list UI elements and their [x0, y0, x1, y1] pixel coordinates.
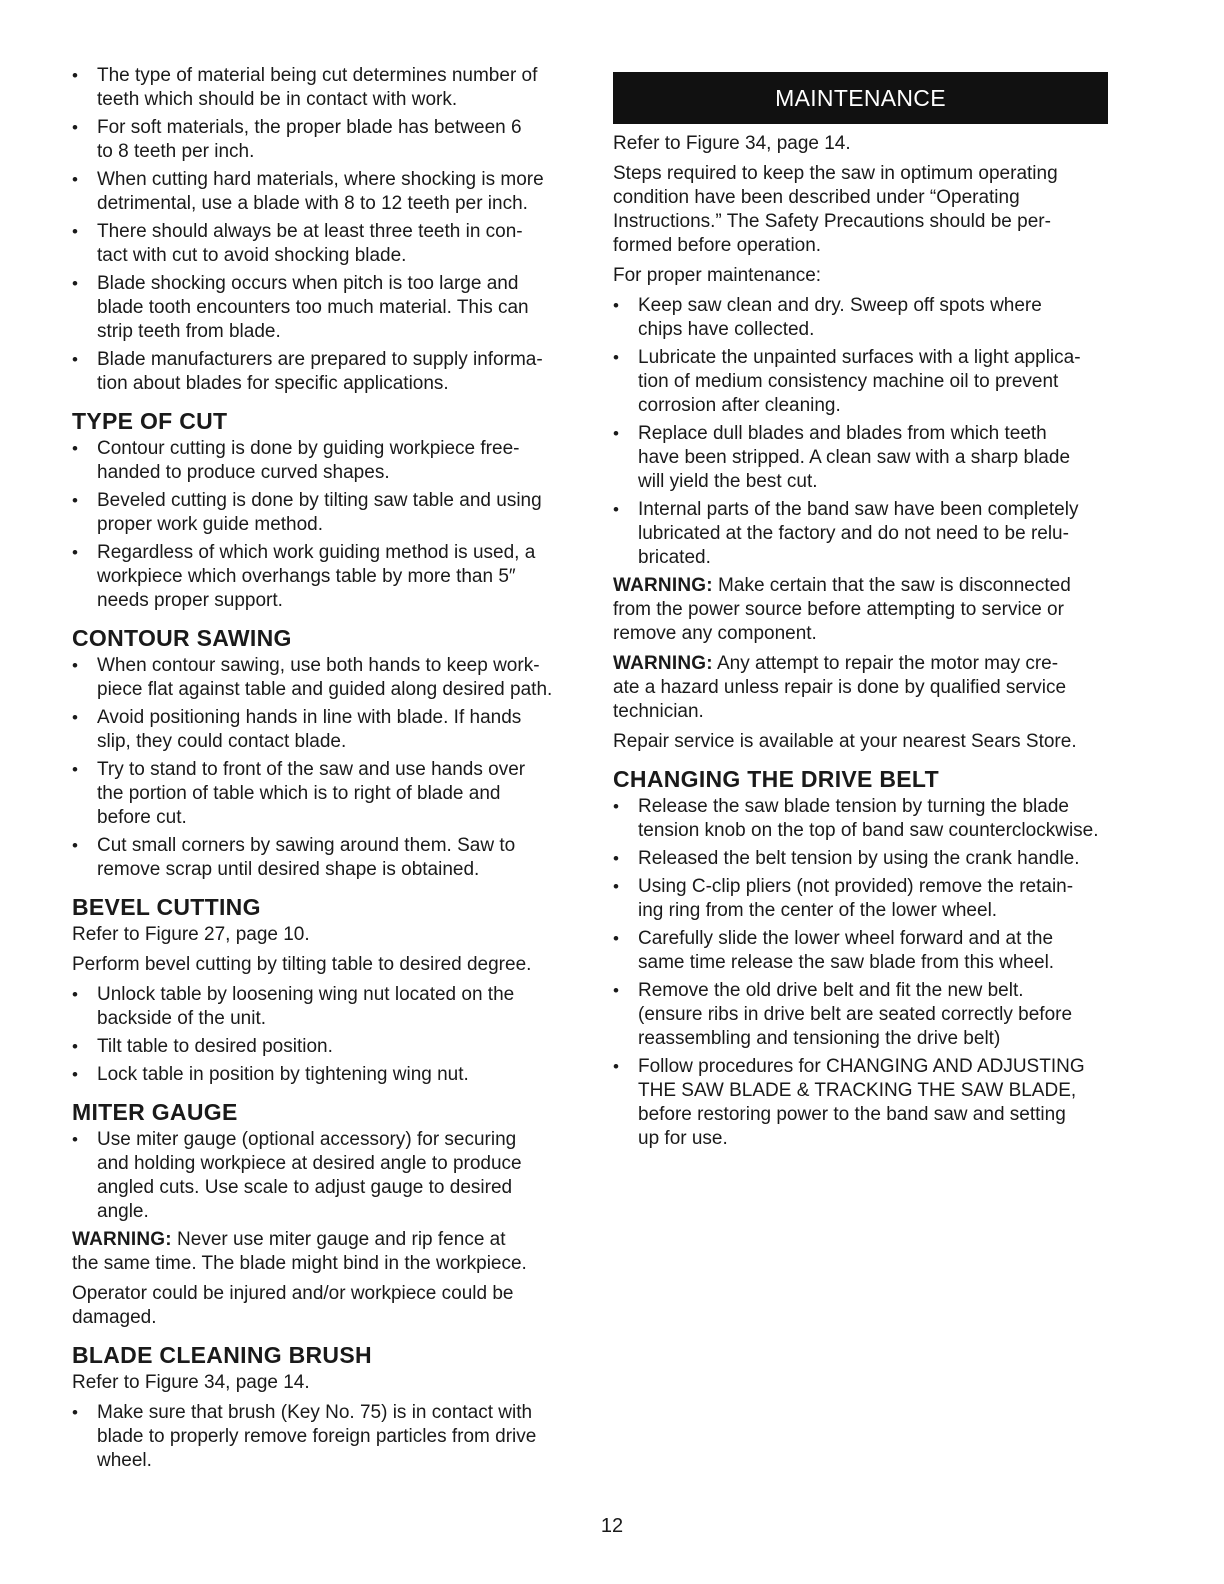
list-item: • For soft materials, the proper blade has between 6 to 8 teeth per inch. [72, 116, 568, 164]
maintenance-list [613, 294, 1108, 570]
bevel-cutting-list [72, 983, 568, 1087]
list-item: • Lock table in position by tightening wing nut. [72, 1063, 568, 1087]
list-item: • Tilt table to desired position. [72, 1035, 568, 1059]
miter-gauge-heading: MITER GAUGE [72, 1099, 238, 1125]
type-of-cut-list [72, 437, 568, 613]
miter-gauge-list [72, 1128, 568, 1224]
blade-cleaning-brush-list [72, 1401, 568, 1473]
list-item: • Replace dull blades and blades from which teeth have been stripped. A clean saw with a sharp blade will yield the best cut. [613, 422, 1108, 494]
list-item: • Remove the old drive belt and fit the new belt. (ensure ribs in drive belt are seated correctly before reassembling and tensioning the drive belt) [613, 979, 1108, 1051]
bevel-cutting-paragraph: Perform bevel cutting by tilting table to desired degree. [72, 954, 532, 975]
blade-cleaning-brush-heading: BLADE CLEANING BRUSH [72, 1342, 372, 1368]
warning-label: WARNING: [613, 653, 713, 674]
left-column [72, 64, 568, 1477]
miter-gauge-warning: WARNING: Never use miter gauge and rip fence at the same time. The blade might bind in the workpiece. [72, 1229, 527, 1274]
list-item: • Released the belt tension by using the crank handle. [613, 847, 1108, 871]
blade-cleaning-brush-reference: Refer to Figure 34, page 14. [72, 1372, 310, 1393]
warning-label: WARNING: [72, 1229, 172, 1250]
maintenance-warning-motor: WARNING: Any attempt to repair the motor may cre- ate a hazard unless repair is done by qualified service technician. [613, 653, 1067, 722]
maintenance-intro: For proper maintenance: [613, 265, 822, 286]
list-item: • Lubricate the unpainted surfaces with a light applica- tion of medium consistency machine oil to prevent corrosion after cleaning. [613, 346, 1108, 418]
list-item: • When contour sawing, use both hands to keep work- piece flat against table and guided along desired path. [72, 654, 568, 702]
maintenance-banner: MAINTENANCE [613, 72, 1108, 124]
list-item: • Make sure that brush (Key No. 75) is in contact with blade to properly remove foreign particles from drive wheel. [72, 1401, 568, 1473]
contour-sawing-list [72, 654, 568, 882]
list-item: • Regardless of which work guiding method is used, a workpiece which overhangs table by more than 5″ needs proper support. [72, 541, 568, 613]
bevel-cutting-heading: BEVEL CUTTING [72, 894, 261, 920]
repair-service-note: Repair service is available at your nearest Sears Store. [613, 731, 1077, 752]
list-item: • Unlock table by loosening wing nut located on the backside of the unit. [72, 983, 568, 1031]
list-item: • Use miter gauge (optional accessory) for securing and holding workpiece at desired angle to produce angled cuts. Use scale to adjust gauge to desired angle. [72, 1128, 568, 1224]
miter-gauge-paragraph: Operator could be injured and/or workpiece could be damaged. [72, 1283, 514, 1328]
maintenance-warning-disconnect: WARNING: Make certain that the saw is disconnected from the power source before attempting to service or remove any component. [613, 575, 1071, 644]
list-item: • Cut small corners by sawing around them. Saw to remove scrap until desired shape is obtained. [72, 834, 568, 882]
list-item: • Blade shocking occurs when pitch is too large and blade tooth encounters too much material. This can strip teeth from blade. [72, 272, 568, 344]
right-column [613, 64, 1108, 1155]
list-item: • Blade manufacturers are prepared to supply informa- tion about blades for specific applications. [72, 348, 568, 396]
list-item: • When cutting hard materials, where shocking is more detrimental, use a blade with 8 to 12 teeth per inch. [72, 168, 568, 216]
list-item: • Avoid positioning hands in line with blade. If hands slip, they could contact blade. [72, 706, 568, 754]
warning-label: WARNING: [613, 575, 713, 596]
list-item: • Carefully slide the lower wheel forward and at the same time release the saw blade from this wheel. [613, 927, 1108, 975]
maintenance-reference: Refer to Figure 34, page 14. [613, 133, 851, 154]
list-item: • Beveled cutting is done by tilting saw table and using proper work guide method. [72, 489, 568, 537]
list-item: • The type of material being cut determines number of teeth which should be in contact with work. [72, 64, 568, 112]
list-item: • Internal parts of the band saw have been completely lubricated at the factory and do not need to be relu- bricated. [613, 498, 1108, 570]
changing-drive-belt-heading: CHANGING THE DRIVE BELT [613, 766, 939, 792]
intro-bullet-list [72, 64, 568, 396]
list-item: • Follow procedures for CHANGING AND ADJUSTING THE SAW BLADE & TRACKING THE SAW BLADE, before restoring power to the band saw and setting up for use. [613, 1055, 1108, 1151]
maintenance-paragraph: Steps required to keep the saw in optimum operating condition have been described under “Operating Instructions.” The Safety Precautions should be per- formed before operation. [613, 163, 1058, 256]
list-item: • Contour cutting is done by guiding workpiece free- handed to produce curved shapes. [72, 437, 568, 485]
type-of-cut-heading: TYPE OF CUT [72, 408, 228, 434]
bevel-cutting-reference: Refer to Figure 27, page 10. [72, 924, 310, 945]
list-item: • Keep saw clean and dry. Sweep off spots where chips have collected. [613, 294, 1108, 342]
list-item: • Try to stand to front of the saw and use hands over the portion of table which is to right of blade and before cut. [72, 758, 568, 830]
list-item: • Release the saw blade tension by turning the blade tension knob on the top of band saw counterclockwise. [613, 795, 1108, 843]
list-item: • There should always be at least three teeth in con- tact with cut to avoid shocking blade. [72, 220, 568, 268]
contour-sawing-heading: CONTOUR SAWING [72, 625, 292, 651]
changing-drive-belt-list [613, 795, 1108, 1151]
list-item: • Using C-clip pliers (not provided) remove the retain- ing ring from the center of the lower wheel. [613, 875, 1108, 923]
page-number: 12 [600, 1515, 624, 1537]
